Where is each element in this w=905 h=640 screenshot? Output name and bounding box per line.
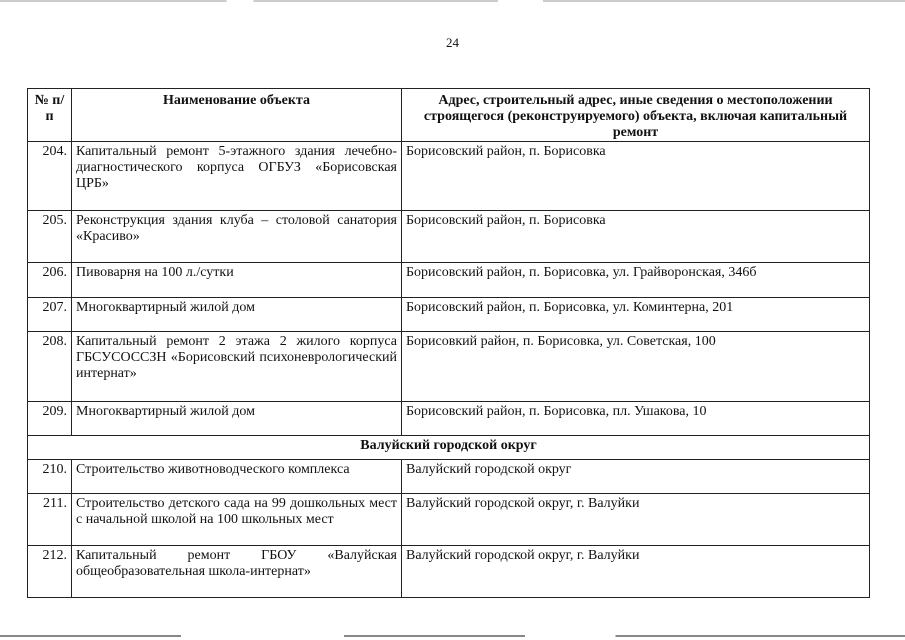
section-title: Валуйский городской округ bbox=[28, 436, 870, 460]
row-name: Многоквартирный жилой дом bbox=[72, 402, 402, 436]
row-address: Борисовский район, п. Борисовка, пл. Ушакова, 10 bbox=[402, 402, 870, 436]
table-row bbox=[28, 298, 870, 332]
row-address: Валуйский городской округ, г. Валуйки bbox=[402, 494, 870, 546]
row-num: 210. bbox=[28, 460, 72, 494]
table-header-row bbox=[28, 89, 870, 142]
row-name: Капитальный ремонт 5-этажного здания лечебно-диагностического корпуса ОГБУЗ «Борисовская ЦРБ» bbox=[72, 142, 402, 211]
row-num: 212. bbox=[28, 546, 72, 598]
scan-top-edge bbox=[0, 0, 905, 2]
row-num: 207. bbox=[28, 298, 72, 332]
row-num: 209. bbox=[28, 402, 72, 436]
header-num: № п/п bbox=[28, 89, 72, 142]
row-num: 206. bbox=[28, 263, 72, 298]
table-row bbox=[28, 332, 870, 402]
table-row bbox=[28, 142, 870, 211]
row-num: 204. bbox=[28, 142, 72, 211]
header-name: Наименование объекта bbox=[72, 89, 402, 142]
row-name: Реконструкция здания клуба – столовой санатория «Красиво» bbox=[72, 211, 402, 263]
table-row bbox=[28, 211, 870, 263]
row-name: Пивоварня на 100 л./сутки bbox=[72, 263, 402, 298]
table-row bbox=[28, 263, 870, 298]
row-address: Борисовский район, п. Борисовка, ул. Коминтерна, 201 bbox=[402, 298, 870, 332]
row-num: 211. bbox=[28, 494, 72, 546]
page-number: 24 bbox=[446, 35, 459, 50]
header-address: Адрес, строительный адрес, иные сведения о местоположении строящегося (реконструируемого) объекта, включая капитальный ремонт bbox=[402, 89, 870, 142]
row-address: Борисовкий район, п. Борисовка, ул. Советская, 100 bbox=[402, 332, 870, 402]
table-row bbox=[28, 460, 870, 494]
objects-table bbox=[27, 88, 870, 598]
scan-bottom-edge bbox=[0, 635, 905, 637]
row-num: 205. bbox=[28, 211, 72, 263]
section-row bbox=[28, 436, 870, 460]
row-address: Борисовский район, п. Борисовка bbox=[402, 211, 870, 263]
row-name: Многоквартирный жилой дом bbox=[72, 298, 402, 332]
table-row bbox=[28, 546, 870, 598]
row-address: Борисовский район, п. Борисовка, ул. Грайворонская, 346б bbox=[402, 263, 870, 298]
row-num: 208. bbox=[28, 332, 72, 402]
row-name: Капитальный ремонт 2 этажа 2 жилого корпуса ГБСУСОССЗН «Борисовский психоневрологический интернат» bbox=[72, 332, 402, 402]
table-row bbox=[28, 494, 870, 546]
row-address: Борисовский район, п. Борисовка bbox=[402, 142, 870, 211]
row-name: Строительство детского сада на 99 дошкольных мест с начальной школой на 100 школьных мест bbox=[72, 494, 402, 546]
row-address: Валуйский городской округ bbox=[402, 460, 870, 494]
table-row bbox=[28, 402, 870, 436]
row-name: Строительство животноводческого комплекса bbox=[72, 460, 402, 494]
row-address: Валуйский городской округ, г. Валуйки bbox=[402, 546, 870, 598]
row-name: Капитальный ремонт ГБОУ «Валуйская общеобразовательная школа-интернат» bbox=[72, 546, 402, 598]
